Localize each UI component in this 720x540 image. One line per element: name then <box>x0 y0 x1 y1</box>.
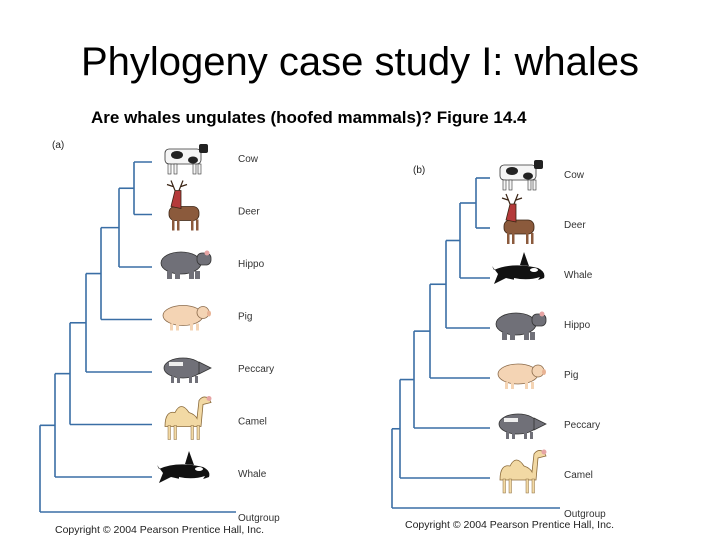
slide-subtitle: Are whales ungulates (hoofed mammals)? Figure 14.4 <box>91 108 527 127</box>
taxon-label-cow: Cow <box>238 154 259 165</box>
camel-icon <box>165 396 212 440</box>
taxon-label-whale: Whale <box>238 469 267 480</box>
pig-icon <box>498 364 546 389</box>
copyright-b: Copyright © 2004 Pearson Prentice Hall, Inc. <box>405 519 615 531</box>
taxon-label-camel: Camel <box>238 416 267 428</box>
slide-title: Phylogeny case study I: whales <box>80 40 640 84</box>
tree-b <box>492 160 606 520</box>
hippo-icon <box>496 312 546 341</box>
outgroup-label: Outgroup <box>238 513 280 524</box>
cow-icon <box>165 144 208 174</box>
taxon-label-whale: Whale <box>564 270 593 281</box>
peccary-icon <box>164 358 211 383</box>
taxon-label-camel: Camel <box>564 470 593 481</box>
taxon-label-deer: Deer <box>238 206 260 218</box>
tree-a <box>157 144 280 524</box>
deer-icon <box>167 181 199 231</box>
taxon-label-hippo: Hippo <box>564 320 591 331</box>
taxon-label-cow: Cow <box>564 170 585 181</box>
deer-icon <box>502 194 534 244</box>
whale-icon <box>492 252 544 284</box>
whale-icon <box>157 451 209 483</box>
taxon-label-pig: Pig <box>238 311 253 323</box>
taxon-label-hippo: Hippo <box>238 259 265 270</box>
copyright-a: Copyright © 2004 Pearson Prentice Hall, Inc. <box>55 524 265 536</box>
taxon-label-peccary: Peccary <box>238 364 275 375</box>
hippo-icon <box>161 251 211 280</box>
panel-a-label: (a) <box>52 140 65 151</box>
taxon-label-pig: Pig <box>564 370 579 381</box>
pig-icon <box>163 306 211 331</box>
camel-icon <box>500 450 547 494</box>
outgroup-label: Outgroup <box>564 509 606 520</box>
taxon-label-peccary: Peccary <box>564 420 601 431</box>
peccary-icon <box>499 414 546 439</box>
taxon-label-deer: Deer <box>564 220 586 231</box>
panel-b-label: (b) <box>413 165 426 176</box>
cow-icon <box>500 160 543 190</box>
